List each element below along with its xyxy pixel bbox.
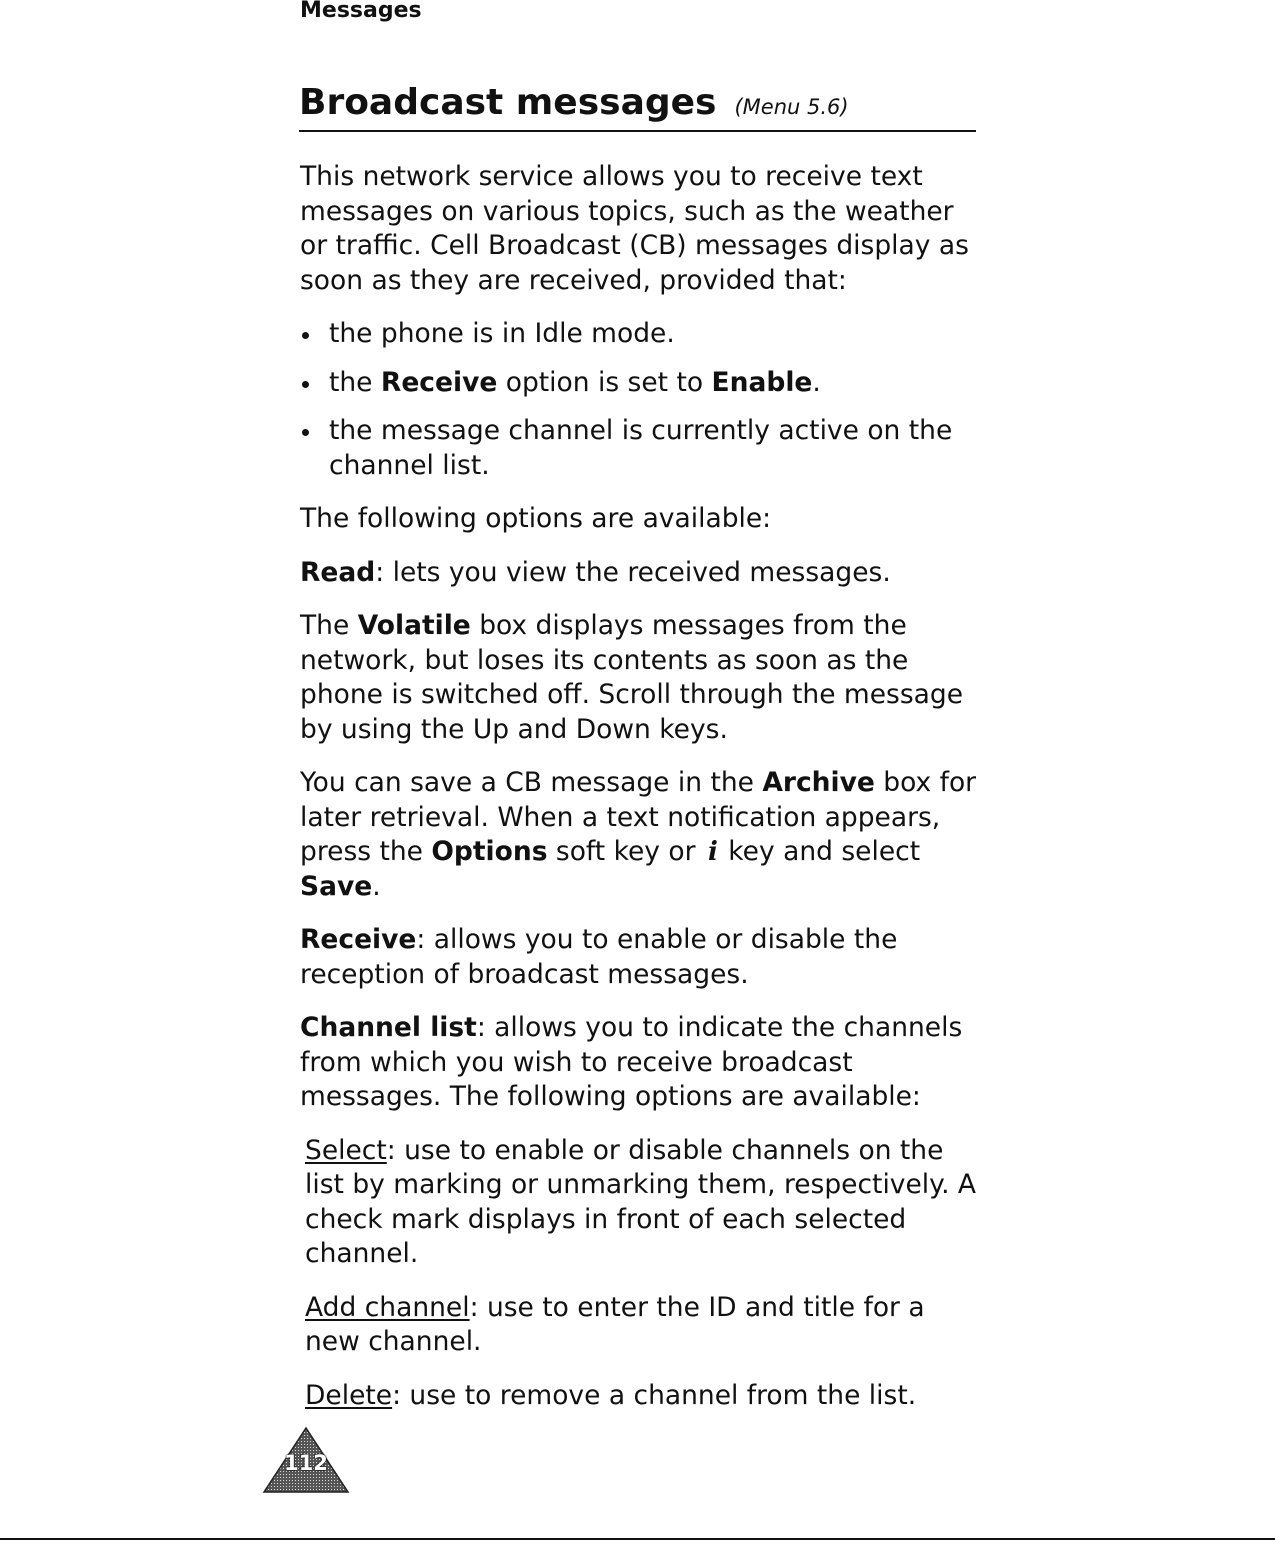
page-number: 112 (284, 1451, 328, 1475)
archive-mid1: box for later retrieval. When a text notification appears, press the (300, 767, 977, 867)
list-item (300, 366, 980, 401)
bullet-text-channel: the message channel is currently active on the channel list. (329, 415, 953, 481)
read-description: : lets you view the received messages. (375, 556, 891, 588)
page-title: Broadcast messages (299, 82, 717, 123)
bullet-text-mid: option is set to (497, 366, 712, 398)
volatile-paragraph (300, 609, 980, 747)
delete-term: Delete (305, 1379, 393, 1411)
archive-term: Archive (762, 767, 875, 798)
body-content (300, 160, 980, 1432)
running-head: Messages (300, 0, 422, 23)
info-key-icon: i (707, 837, 718, 867)
channel-list-description: : allows you to indicate the channels from which you wish to receive broadcast messages. The following options are available: (300, 1012, 963, 1112)
receive-paragraph (300, 923, 980, 992)
options-term: Options (431, 836, 548, 867)
conditions-list (300, 317, 980, 483)
bullet-text-pre: the (329, 366, 381, 398)
enable-term: Enable (711, 366, 813, 398)
select-term: Select (305, 1134, 387, 1166)
bullet-text-post: . (812, 366, 821, 398)
delete-paragraph (300, 1379, 980, 1414)
receive-term: Receive (380, 366, 498, 398)
add-channel-term: Add channel (305, 1291, 470, 1323)
archive-mid3: key and select (719, 836, 921, 867)
bottom-rule (0, 1538, 1275, 1540)
archive-post: . (372, 870, 381, 902)
list-item (300, 317, 980, 352)
save-term: Save (300, 870, 373, 902)
select-description: : use to enable or disable channels on the list by marking or unmarking them, respectively. A check mark displays in front of each selected channel. (305, 1134, 977, 1269)
archive-pre: You can save a CB message in the (300, 767, 763, 798)
add-channel-description: : use to enter the ID and title for a new channel. (305, 1291, 925, 1357)
archive-mid2: soft key or (547, 836, 704, 867)
menu-reference: (Menu 5.6) (734, 95, 849, 119)
intro-paragraph: This network service allows you to receive text messages on various topics, such as the weather or traffic. Cell Broadcast (CB) messages display as soon as they are received, provided that: (300, 161, 969, 296)
volatile-description: box displays messages from the network, but loses its contents as soon as the phone is switched off. Scroll through the message by using the Up and Down keys. (300, 610, 964, 745)
channel-list-paragraph (300, 1011, 980, 1115)
section-title-row (299, 82, 976, 132)
read-paragraph (300, 556, 980, 591)
volatile-pre: The (300, 610, 358, 641)
archive-paragraph (300, 766, 980, 904)
options-intro: The following options are available: (300, 503, 772, 534)
add-channel-paragraph (300, 1291, 980, 1360)
volatile-term: Volatile (357, 610, 471, 641)
page-number-badge (262, 1426, 350, 1494)
bullet-text-idle: the phone is in Idle mode. (329, 318, 675, 349)
select-paragraph (300, 1134, 980, 1272)
receive-description: : allows you to enable or disable the reception of broadcast messages. (300, 924, 898, 990)
list-item (300, 414, 980, 483)
read-term: Read (300, 556, 376, 588)
receive-option-term: Receive (300, 924, 417, 955)
delete-description: : use to remove a channel from the list. (392, 1379, 917, 1411)
channel-list-term: Channel list (300, 1012, 477, 1043)
